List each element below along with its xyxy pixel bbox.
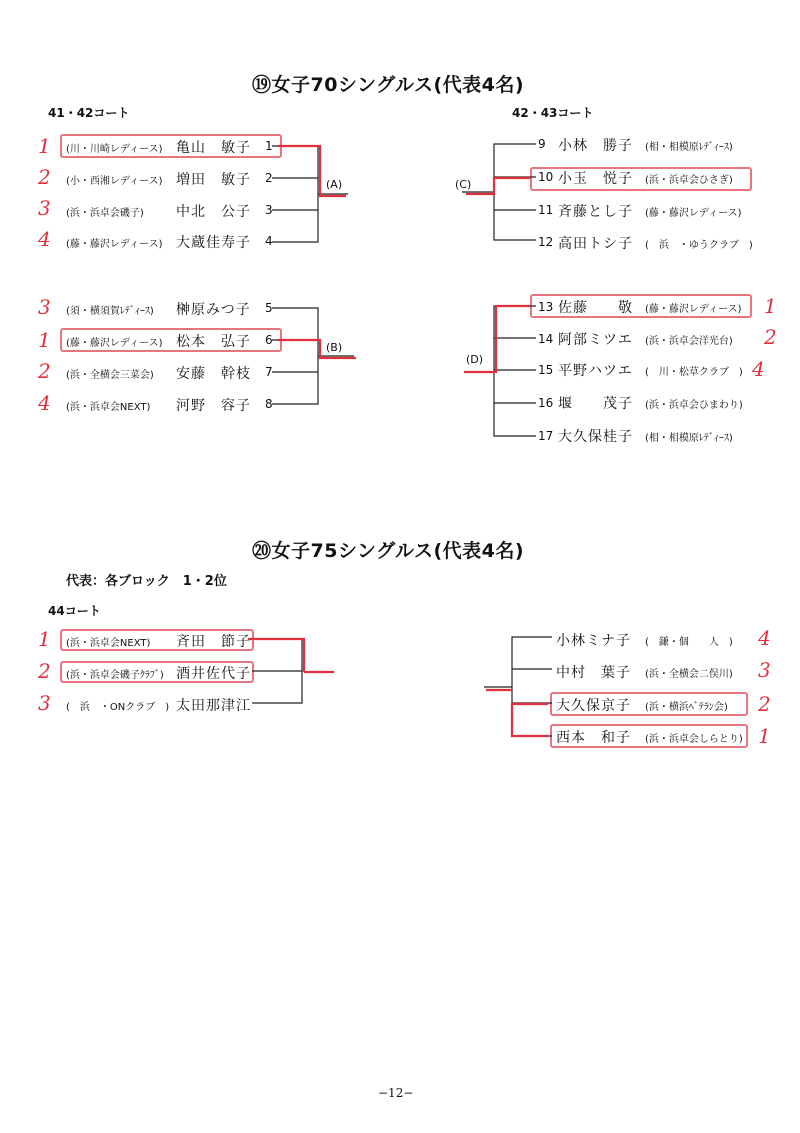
player-club: (藤・藤沢レディース) (645, 208, 742, 219)
rank-mark: 2 (758, 692, 771, 716)
rank-mark: 1 (38, 134, 51, 158)
player-club: (川・川崎レディース) (66, 144, 163, 155)
winner-path (512, 704, 548, 736)
player-number: 6 (265, 333, 273, 347)
player-number: 5 (265, 301, 273, 315)
player-club: (相・相模原ﾚﾃﾞｨｰｽ) (645, 433, 733, 444)
court-left-label: 41・42コート (48, 106, 130, 120)
player-club: (浜・全横会二俣川) (645, 669, 733, 680)
player-name: 斉藤とし子 (558, 204, 633, 220)
rank-mark: 1 (38, 328, 51, 352)
rank-mark: 1 (764, 294, 777, 318)
rank-mark: 4 (38, 227, 51, 251)
player-club: (浜・浜卓会NEXT) (66, 638, 151, 649)
player-number: 16 (538, 396, 554, 410)
rank-mark: 1 (758, 724, 771, 748)
player-number: 14 (538, 332, 554, 346)
block-label: (A) (326, 178, 343, 191)
player-club: (藤・藤沢レディース) (66, 338, 163, 349)
event20-title: ⑳女子75シングルス(代表4名) (252, 540, 525, 562)
block-label: (D) (466, 353, 484, 366)
player-club: (浜・浜卓会しらとり) (645, 734, 743, 745)
player-club: (浜・浜卓会ひまわり) (645, 400, 743, 411)
player-number: 2 (265, 171, 273, 185)
event19-title: ⑲女子70シングルス(代表4名) (252, 74, 525, 96)
winner-path (278, 146, 346, 196)
player-name: 西本 和子 (556, 730, 631, 746)
player-name: 松本 弘子 (176, 334, 251, 350)
player-name: 小林ミナ子 (556, 633, 631, 649)
player-club: ( 川・松草クラブ ) (645, 367, 743, 378)
rank-mark: 3 (38, 295, 51, 319)
player-club: (浜・全横会三菜会) (66, 370, 154, 381)
rank-mark: 3 (38, 196, 51, 220)
player-name: 小林 勝子 (558, 138, 633, 154)
bracket-line (494, 306, 536, 436)
player-name: 中北 公子 (176, 204, 251, 220)
player-club: (浜・浜卓会NEXT) (66, 402, 151, 413)
player-number: 13 (538, 300, 554, 314)
player-club: ( 鎌・個 人 ) (645, 637, 733, 648)
player-number: 11 (538, 203, 554, 217)
bracket-line (272, 308, 318, 404)
player-number: 3 (265, 203, 273, 217)
player-club: (須・横須賀ﾚﾃﾞｨｰｽ) (66, 306, 154, 317)
player-number: 9 (538, 137, 546, 151)
player-club: (小・西湘レディース) (66, 176, 163, 187)
player-name: 亀山 敏子 (176, 140, 251, 156)
player-club: (藤・藤沢レディース) (645, 304, 742, 315)
player-number: 10 (538, 170, 554, 184)
rank-mark: 2 (38, 659, 51, 683)
winner-path (248, 639, 304, 672)
player-club: ( 浜 ・ゆうクラブ ) (645, 240, 753, 251)
bracket-line (494, 144, 536, 240)
player-name: 佐藤 敬 (558, 300, 633, 316)
rank-mark: 4 (758, 626, 771, 650)
player-name: 大蔵佳寿子 (176, 235, 251, 251)
bracket-line (512, 637, 552, 736)
player-name: 河野 容子 (176, 398, 251, 414)
player-club: (浜・浜卓会磯子ｸﾗﾌﾞ) (66, 670, 164, 681)
player-name: 安藤 幹枝 (176, 366, 251, 382)
player-number: 7 (265, 365, 273, 379)
bracket-line (272, 146, 318, 242)
rank-mark: 2 (38, 359, 51, 383)
rank-mark: 4 (38, 391, 51, 415)
block-label: (B) (326, 341, 343, 354)
player-name: 堰 茂子 (558, 396, 633, 412)
player-club: (浜・浜卓会磯子) (66, 208, 144, 219)
player-name: 斉田 節子 (176, 634, 251, 650)
player-club: (浜・浜卓会ひさぎ) (645, 175, 733, 186)
rank-mark: 2 (764, 325, 777, 349)
court-right-label: 42・43コート (512, 106, 594, 120)
player-name: 増田 敏子 (176, 172, 251, 188)
player-number: 1 (265, 139, 273, 153)
court-44-label: 44コート (48, 604, 101, 618)
winner-path (464, 306, 530, 372)
rank-mark: 3 (38, 691, 51, 715)
player-club: (藤・藤沢レディース) (66, 239, 163, 250)
player-name: 平野ハツエ (558, 363, 633, 379)
player-name: 大久保桂子 (558, 429, 633, 445)
player-number: 4 (265, 234, 273, 248)
rank-mark: 3 (758, 658, 771, 682)
player-name: 酒井佐代子 (176, 666, 251, 682)
player-number: 8 (265, 397, 273, 411)
bracket-line (252, 639, 302, 703)
player-number: 17 (538, 429, 554, 443)
player-name: 小玉 悦子 (558, 171, 633, 187)
player-name: 高田トシ子 (558, 236, 633, 252)
representative-note: 代表：各ブロック 1・2位 (66, 574, 227, 589)
page-number: −12− (378, 1086, 414, 1100)
player-club: (浜・横浜ﾍﾞﾃﾗﾝ会) (645, 702, 728, 713)
player-name: 中村 葉子 (556, 665, 631, 681)
player-number: 12 (538, 235, 554, 249)
rank-mark: 2 (38, 165, 51, 189)
winner-path (278, 340, 356, 358)
rank-mark: 4 (752, 357, 765, 381)
player-number: 15 (538, 363, 554, 377)
player-club: ( 浜 ・ONクラブ ) (66, 702, 170, 713)
block-label: (C) (455, 178, 472, 191)
player-name: 大久保京子 (556, 698, 631, 714)
player-club: (相・相模原ﾚﾃﾞｨｰｽ) (645, 142, 733, 153)
player-name: 榊原みつ子 (176, 302, 251, 318)
rank-mark: 1 (38, 627, 51, 651)
player-name: 太田那津江 (176, 698, 251, 714)
player-club: (浜・浜卓会洋光台) (645, 336, 733, 347)
player-name: 阿部ミツエ (558, 332, 633, 348)
